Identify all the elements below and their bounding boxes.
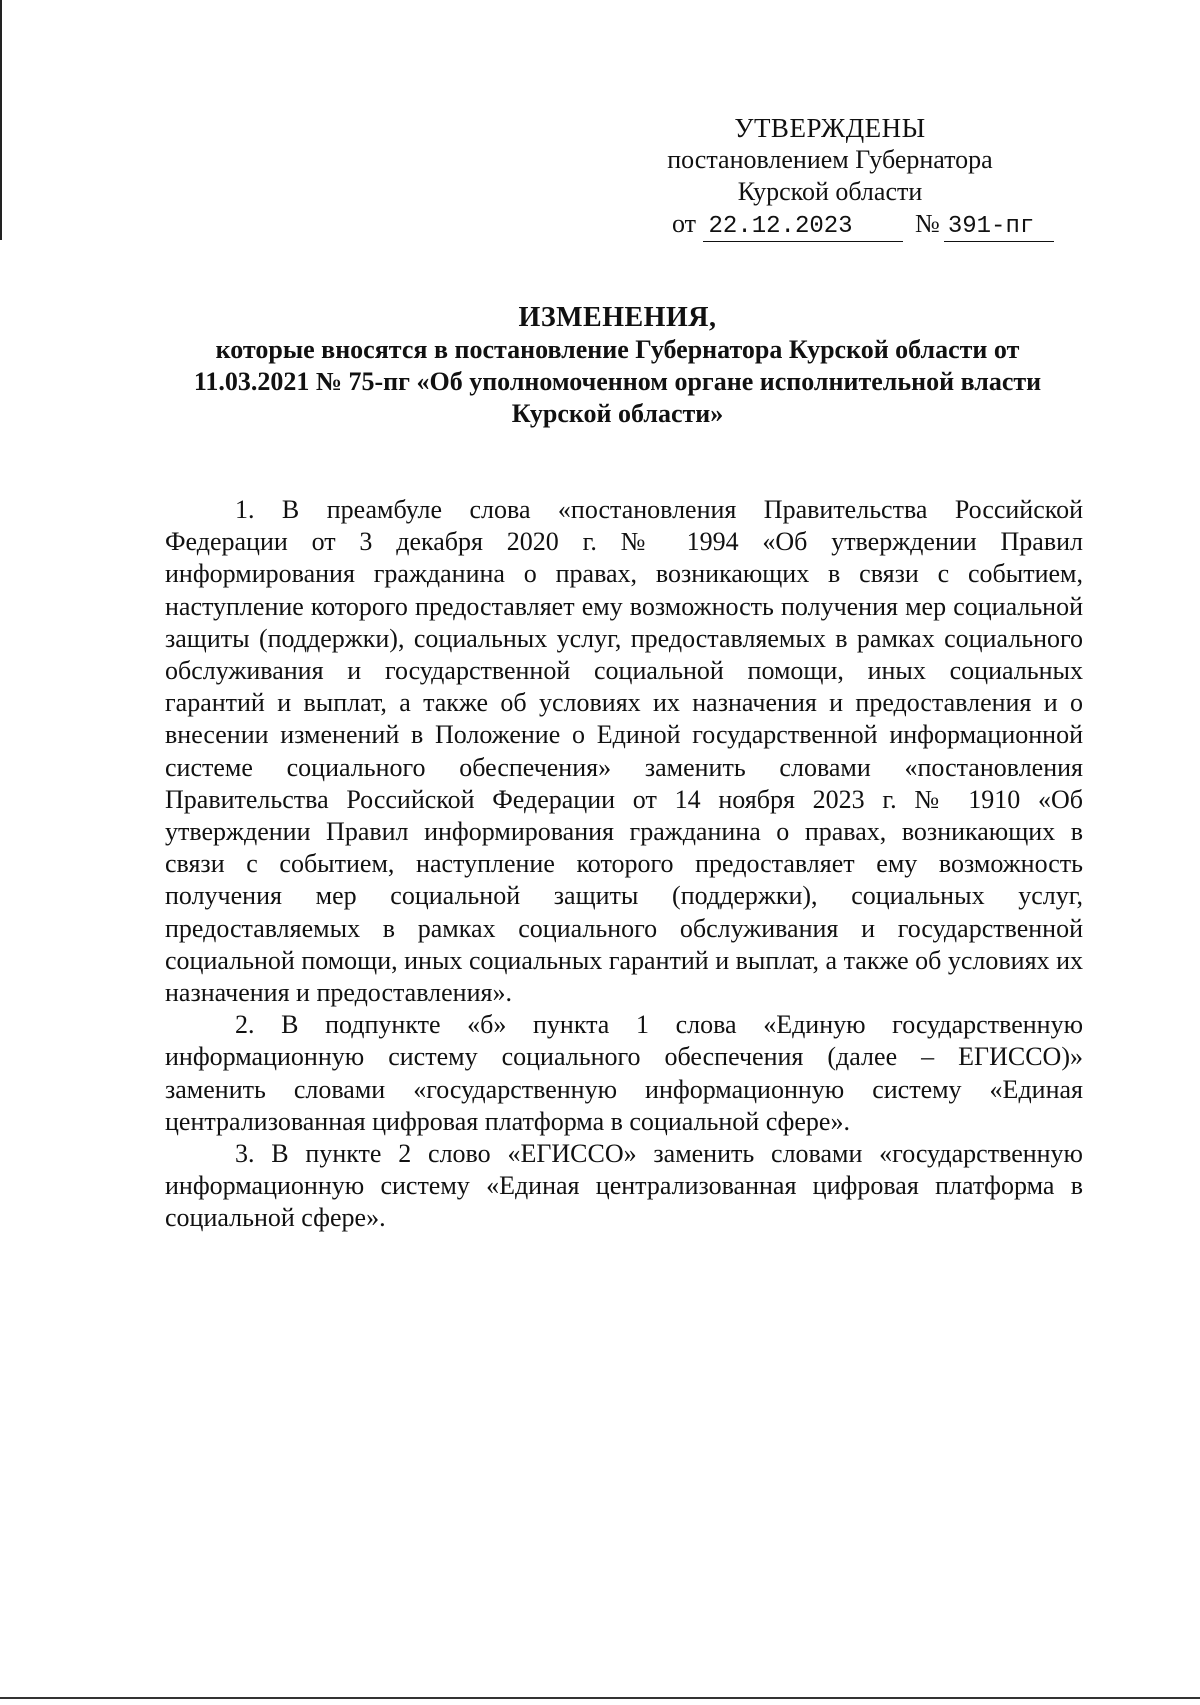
approval-line-2: Курской области [737, 177, 923, 206]
scan-edge-bottom [0, 1697, 1200, 1699]
paragraph-3: 3. В пункте 2 слово «ЕГИССО» заменить словами «государственную информационную систему «Единая централизованная цифровая платформа в социальной сфере». [165, 1139, 1083, 1233]
heading-subtitle: которые вносятся в постановление Губернатора Курской области от 11.03.2021 № 75-пг «Об уполномоченном органе исполнительной власти Курской области» [193, 335, 1042, 428]
paragraph-2: 2. В подпункте «б» пункта 1 слова «Единую государственную информационную систему социального обеспечения (далее – ЕГИССО)» заменить словами «государственную информационную систему «Единая централизованная цифровая платформа в социальной сфере». [165, 1010, 1083, 1136]
approval-block [560, 112, 1100, 242]
scan-edge-left [0, 0, 2, 240]
number-prefix: № [915, 209, 940, 238]
approval-date-line [560, 208, 1100, 242]
approval-line-1: постановлением Губернатора [667, 145, 993, 174]
approval-date: 22.12.2023 [703, 213, 903, 242]
approval-number: 391-пг [944, 213, 1054, 242]
document-body [165, 494, 1083, 1235]
heading-title: ИЗМЕНЕНИЯ, [518, 302, 717, 333]
document-heading [165, 302, 1070, 430]
paragraph-1: 1. В преамбуле слова «постановления Правительства Российской Федерации от 3 декабря 2020 г. № 1994 «Об утверждении Правил информирования гражданина о правах, возникающих в связи с событием, наступление которого предоставляет ему возможность получения мер социальной защиты (поддержки), социальных услуг, предоставляемых в рамках социального обслуживания и государственной социальной помощи, иных социальных гарантий и выплат, а также об условиях их назначения и предоставления и о внесении изменений в Положение о Единой государственной информационной системе социального обеспечения» заменить словами «постановления Правительства Российской Федерации от 14 ноября 2023 г. № 1910 «Об утверждении Правил информирования гражданина о правах, возникающих в связи с событием, наступление которого предоставляет ему возможность получения мер социальной защиты (поддержки), социальных услуг, предоставляемых в рамках социального обслуживания и государственной социальной помощи, иных социальных гарантий и выплат, а также об условиях их назначения и предоставления». [165, 495, 1083, 1008]
date-prefix: от [672, 209, 697, 238]
approval-title: УТВЕРЖДЕНЫ [734, 113, 926, 143]
